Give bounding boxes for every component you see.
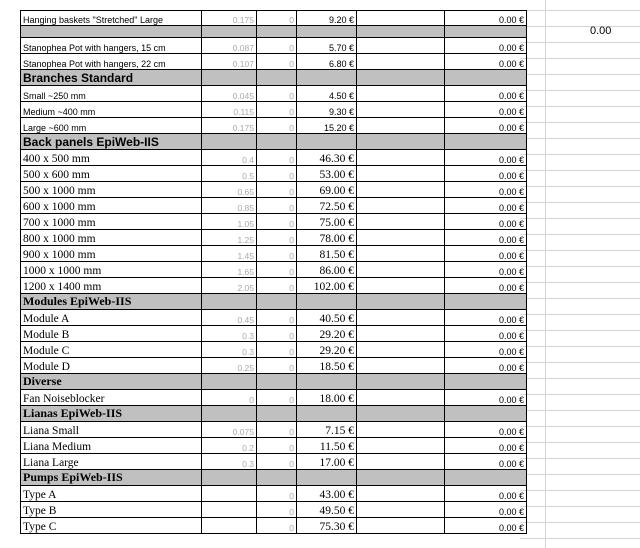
gridline xyxy=(520,314,640,315)
item-name-cell[interactable]: Type C xyxy=(20,518,202,534)
gridline xyxy=(520,122,640,123)
weight-cell[interactable]: 0.075 xyxy=(202,422,257,438)
quantity-cell[interactable]: 0 xyxy=(257,182,297,198)
total-cell[interactable] xyxy=(445,470,527,486)
weight-cell[interactable] xyxy=(202,406,257,422)
gridline xyxy=(520,106,640,107)
total-cell[interactable]: 0.00 € xyxy=(445,278,527,294)
price-cell[interactable] xyxy=(297,294,357,310)
weight-cell[interactable]: 0.175 xyxy=(202,11,257,26)
total-cell[interactable]: 0.00 € xyxy=(445,198,527,214)
total-cell[interactable]: 0.00 € xyxy=(445,166,527,182)
gridline xyxy=(520,202,640,203)
quantity-cell[interactable]: 0 xyxy=(257,150,297,166)
empty-cell[interactable] xyxy=(357,374,445,390)
quantity-cell[interactable]: 0 xyxy=(257,454,297,470)
item-name-cell[interactable]: 1000 x 1000 mm xyxy=(20,262,202,278)
total-cell[interactable]: 0.00 € xyxy=(445,246,527,262)
gridline xyxy=(520,282,640,283)
price-list-table xyxy=(20,10,527,534)
section-header-row xyxy=(20,406,527,422)
gridline xyxy=(520,10,640,11)
table-row xyxy=(20,342,527,358)
price-cell[interactable]: 7.15 € xyxy=(297,422,357,438)
total-cell[interactable]: 0.00 € xyxy=(445,86,527,102)
table-row xyxy=(20,390,527,406)
item-name-cell[interactable]: Module C xyxy=(20,342,202,358)
blank-separator-row xyxy=(20,26,527,38)
empty-cell[interactable] xyxy=(357,438,445,454)
weight-cell[interactable]: 0.5 xyxy=(202,166,257,182)
total-cell[interactable]: 0.00 € xyxy=(445,518,527,534)
gridline xyxy=(520,394,640,395)
item-name-cell[interactable]: Module A xyxy=(20,310,202,326)
empty-cell[interactable] xyxy=(357,310,445,326)
empty-cell[interactable] xyxy=(357,86,445,102)
empty-cell[interactable] xyxy=(357,70,445,86)
empty-cell[interactable] xyxy=(357,11,445,26)
weight-cell[interactable]: 0.107 xyxy=(202,54,257,70)
total-cell[interactable]: 0.00 € xyxy=(445,54,527,70)
table-row xyxy=(20,102,527,118)
price-cell[interactable]: 81.50 € xyxy=(297,246,357,262)
item-name-cell[interactable]: 500 x 600 mm xyxy=(20,166,202,182)
quantity-cell[interactable]: 0 xyxy=(257,214,297,230)
empty-cell[interactable] xyxy=(357,118,445,134)
table-row xyxy=(20,38,527,54)
empty-cell[interactable] xyxy=(357,486,445,502)
quantity-cell[interactable]: 0 xyxy=(257,358,297,374)
section-header-row xyxy=(20,374,527,390)
weight-cell[interactable] xyxy=(202,486,257,502)
empty-cell[interactable] xyxy=(357,182,445,198)
weight-cell[interactable]: 1.45 xyxy=(202,246,257,262)
empty-cell[interactable] xyxy=(357,26,445,38)
quantity-cell[interactable]: 0 xyxy=(257,278,297,294)
weight-cell[interactable] xyxy=(202,518,257,534)
total-cell[interactable]: 0.00 € xyxy=(445,310,527,326)
gridline xyxy=(520,266,640,267)
stray-total-cell[interactable]: 0.00 xyxy=(590,25,612,37)
total-cell[interactable]: 0.00 € xyxy=(445,326,527,342)
item-name-cell[interactable]: Pumps EpiWeb-IIS xyxy=(20,470,202,486)
gridline xyxy=(520,298,640,299)
table-row xyxy=(20,326,527,342)
quantity-cell[interactable] xyxy=(257,134,297,150)
quantity-cell[interactable] xyxy=(257,294,297,310)
total-cell[interactable]: 0.00 € xyxy=(445,214,527,230)
gridline xyxy=(520,138,640,139)
item-name-cell[interactable]: Lianas EpiWeb-IIS xyxy=(20,406,202,422)
quantity-cell[interactable]: 0 xyxy=(257,102,297,118)
item-name-cell[interactable]: Stanophea Pot with hangers, 22 cm xyxy=(20,54,202,70)
total-cell[interactable] xyxy=(445,374,527,390)
total-cell[interactable]: 0.00 € xyxy=(445,454,527,470)
gridline xyxy=(520,522,640,523)
weight-cell[interactable] xyxy=(202,134,257,150)
quantity-cell[interactable]: 0 xyxy=(257,310,297,326)
table-row xyxy=(20,278,527,294)
price-cell[interactable] xyxy=(297,374,357,390)
weight-cell[interactable] xyxy=(202,502,257,518)
quantity-cell[interactable]: 0 xyxy=(257,262,297,278)
total-cell[interactable]: 0.00 € xyxy=(445,342,527,358)
weight-cell[interactable] xyxy=(202,26,257,38)
total-cell[interactable]: 0.00 € xyxy=(445,230,527,246)
empty-cell[interactable] xyxy=(357,358,445,374)
weight-cell[interactable]: 0 xyxy=(202,390,257,406)
item-name-cell[interactable]: Small ~250 mm xyxy=(20,86,202,102)
empty-cell[interactable] xyxy=(357,54,445,70)
weight-cell[interactable]: 0.175 xyxy=(202,118,257,134)
price-cell[interactable]: 6.80 € xyxy=(297,54,357,70)
item-name-cell[interactable] xyxy=(20,26,202,38)
table-row xyxy=(20,486,527,502)
total-cell[interactable]: 0.00 € xyxy=(445,182,527,198)
empty-cell[interactable] xyxy=(357,518,445,534)
empty-cell[interactable] xyxy=(357,38,445,54)
total-cell[interactable]: 0.00 € xyxy=(445,422,527,438)
price-cell[interactable]: 9.20 € xyxy=(297,11,357,26)
gridline xyxy=(520,458,640,459)
weight-cell[interactable]: 0.2 xyxy=(202,438,257,454)
price-cell[interactable] xyxy=(297,26,357,38)
item-name-cell[interactable]: Medium ~400 mm xyxy=(20,102,202,118)
total-cell[interactable] xyxy=(445,406,527,422)
empty-cell[interactable] xyxy=(357,214,445,230)
quantity-cell[interactable]: 0 xyxy=(257,86,297,102)
quantity-cell[interactable] xyxy=(257,70,297,86)
table-row xyxy=(20,518,527,534)
empty-cell[interactable] xyxy=(357,230,445,246)
total-cell[interactable] xyxy=(445,294,527,310)
total-cell[interactable]: 0.00 € xyxy=(445,102,527,118)
gridline xyxy=(520,442,640,443)
item-name-cell[interactable]: Branches Standard xyxy=(20,70,202,86)
price-cell[interactable]: 5.70 € xyxy=(297,38,357,54)
weight-cell[interactable]: 0.25 xyxy=(202,358,257,374)
weight-cell[interactable] xyxy=(202,70,257,86)
weight-cell[interactable]: 0.3 xyxy=(202,326,257,342)
gridline xyxy=(520,170,640,171)
price-cell[interactable] xyxy=(297,70,357,86)
item-name-cell[interactable]: 1200 x 1400 mm xyxy=(20,278,202,294)
gridline xyxy=(520,506,640,507)
weight-cell[interactable]: 0.65 xyxy=(202,182,257,198)
gridline xyxy=(520,474,640,475)
item-name-cell[interactable]: 800 x 1000 mm xyxy=(20,230,202,246)
table-row xyxy=(20,214,527,230)
gridline xyxy=(520,378,640,379)
table-row xyxy=(20,166,527,182)
table-row xyxy=(20,10,527,26)
quantity-cell[interactable]: 0 xyxy=(257,166,297,182)
gridline xyxy=(520,330,640,331)
price-cell[interactable]: 86.00 € xyxy=(297,262,357,278)
price-cell[interactable]: 78.00 € xyxy=(297,230,357,246)
price-cell[interactable]: 75.00 € xyxy=(297,214,357,230)
gridline xyxy=(520,186,640,187)
gridline xyxy=(545,0,546,548)
total-cell[interactable]: 0.00 € xyxy=(445,150,527,166)
gridline xyxy=(520,426,640,427)
gridline xyxy=(520,218,640,219)
section-header-row xyxy=(20,134,527,150)
empty-cell[interactable] xyxy=(357,166,445,182)
item-name-cell[interactable]: Module D xyxy=(20,358,202,374)
weight-cell[interactable]: 0.087 xyxy=(202,38,257,54)
total-cell[interactable]: 0.00 € xyxy=(445,390,527,406)
item-name-cell[interactable]: Type A xyxy=(20,486,202,502)
quantity-cell[interactable]: 0 xyxy=(257,342,297,358)
item-name-cell[interactable]: Modules EpiWeb-IIS xyxy=(20,294,202,310)
item-name-cell[interactable]: 600 x 1000 mm xyxy=(20,198,202,214)
empty-cell[interactable] xyxy=(357,102,445,118)
item-name-cell[interactable]: Large ~600 mm xyxy=(20,118,202,134)
item-name-cell[interactable]: 900 x 1000 mm xyxy=(20,246,202,262)
quantity-cell[interactable]: 0 xyxy=(257,390,297,406)
empty-cell[interactable] xyxy=(357,134,445,150)
empty-cell[interactable] xyxy=(357,390,445,406)
table-row xyxy=(20,54,527,70)
total-cell[interactable]: 0.00 € xyxy=(445,262,527,278)
quantity-cell[interactable] xyxy=(257,470,297,486)
weight-cell[interactable] xyxy=(202,294,257,310)
item-name-cell[interactable]: 700 x 1000 mm xyxy=(20,214,202,230)
table-row xyxy=(20,454,527,470)
price-cell[interactable] xyxy=(297,470,357,486)
gridline xyxy=(520,410,640,411)
total-cell[interactable]: 0.00 € xyxy=(445,438,527,454)
price-cell[interactable]: 72.50 € xyxy=(297,198,357,214)
gridline xyxy=(520,234,640,235)
table-row xyxy=(20,422,527,438)
quantity-cell[interactable]: 0 xyxy=(257,486,297,502)
table-row xyxy=(20,246,527,262)
weight-cell[interactable]: 0.115 xyxy=(202,102,257,118)
empty-cell[interactable] xyxy=(357,150,445,166)
total-cell[interactable] xyxy=(445,134,527,150)
section-header-row xyxy=(20,294,527,310)
item-name-cell[interactable]: 500 x 1000 mm xyxy=(20,182,202,198)
empty-cell[interactable] xyxy=(357,470,445,486)
gridline xyxy=(520,538,640,539)
item-name-cell[interactable]: Module B xyxy=(20,326,202,342)
price-cell[interactable]: 4.50 € xyxy=(297,86,357,102)
item-name-cell[interactable]: Diverse xyxy=(20,374,202,390)
gridline xyxy=(520,250,640,251)
table-row xyxy=(20,118,527,134)
total-cell[interactable]: 0.00 € xyxy=(445,38,527,54)
item-name-cell[interactable]: Hanging baskets "Stretched" Large xyxy=(20,11,202,26)
price-cell[interactable]: 29.20 € xyxy=(297,342,357,358)
item-name-cell[interactable]: Fan Noiseblocker xyxy=(20,390,202,406)
empty-cell[interactable] xyxy=(357,422,445,438)
price-cell[interactable]: 69.00 € xyxy=(297,182,357,198)
gridline xyxy=(520,74,640,75)
table-row xyxy=(20,310,527,326)
price-cell[interactable] xyxy=(297,406,357,422)
price-cell[interactable]: 46.30 € xyxy=(297,150,357,166)
price-cell[interactable]: 9.30 € xyxy=(297,102,357,118)
table-row xyxy=(20,182,527,198)
gridline xyxy=(520,490,640,491)
weight-cell[interactable] xyxy=(202,374,257,390)
weight-cell[interactable]: 0.45 xyxy=(202,310,257,326)
item-name-cell[interactable]: Back panels EpiWeb-IIS xyxy=(20,134,202,150)
price-cell[interactable]: 17.00 € xyxy=(297,454,357,470)
quantity-cell[interactable]: 0 xyxy=(257,502,297,518)
gridline xyxy=(520,58,640,59)
gridline xyxy=(520,154,640,155)
quantity-cell[interactable]: 0 xyxy=(257,518,297,534)
quantity-cell[interactable] xyxy=(257,374,297,390)
total-cell[interactable]: 0.00 € xyxy=(445,502,527,518)
gridline xyxy=(520,26,640,27)
price-cell[interactable]: 40.50 € xyxy=(297,310,357,326)
item-name-cell[interactable]: Type B xyxy=(20,502,202,518)
table-row xyxy=(20,86,527,102)
quantity-cell[interactable]: 0 xyxy=(257,54,297,70)
price-cell[interactable]: 53.00 € xyxy=(297,166,357,182)
price-cell[interactable]: 15.20 € xyxy=(297,118,357,134)
gridline xyxy=(520,90,640,91)
total-cell[interactable] xyxy=(445,70,527,86)
item-name-cell[interactable]: Stanophea Pot with hangers, 15 cm xyxy=(20,38,202,54)
table-row xyxy=(20,150,527,166)
weight-cell[interactable] xyxy=(202,470,257,486)
table-row xyxy=(20,230,527,246)
quantity-cell[interactable]: 0 xyxy=(257,11,297,26)
item-name-cell[interactable]: 400 x 500 mm xyxy=(20,150,202,166)
price-cell[interactable]: 29.20 € xyxy=(297,326,357,342)
price-cell[interactable]: 18.00 € xyxy=(297,390,357,406)
quantity-cell[interactable]: 0 xyxy=(257,438,297,454)
table-row xyxy=(20,358,527,374)
item-name-cell[interactable]: Liana Small xyxy=(20,422,202,438)
table-row xyxy=(20,502,527,518)
empty-cell[interactable] xyxy=(357,246,445,262)
table-row xyxy=(20,438,527,454)
quantity-cell[interactable] xyxy=(257,26,297,38)
empty-cell[interactable] xyxy=(357,198,445,214)
total-cell[interactable]: 0.00 € xyxy=(445,486,527,502)
total-cell[interactable]: 0.00 € xyxy=(445,358,527,374)
price-cell[interactable] xyxy=(297,134,357,150)
table-row xyxy=(20,198,527,214)
empty-cell[interactable] xyxy=(357,406,445,422)
table-row xyxy=(20,262,527,278)
weight-cell[interactable]: 0.4 xyxy=(202,150,257,166)
quantity-cell[interactable]: 0 xyxy=(257,246,297,262)
quantity-cell[interactable]: 0 xyxy=(257,326,297,342)
empty-cell[interactable] xyxy=(357,326,445,342)
weight-cell[interactable]: 0.3 xyxy=(202,342,257,358)
price-cell[interactable]: 11.50 € xyxy=(297,438,357,454)
weight-cell[interactable]: 2.05 xyxy=(202,278,257,294)
empty-cell[interactable] xyxy=(357,454,445,470)
weight-cell[interactable]: 0.3 xyxy=(202,454,257,470)
section-header-row xyxy=(20,70,527,86)
empty-cell[interactable] xyxy=(357,502,445,518)
item-name-cell[interactable]: Liana Medium xyxy=(20,438,202,454)
gridline xyxy=(520,346,640,347)
price-cell[interactable]: 75.30 € xyxy=(297,518,357,534)
empty-cell[interactable] xyxy=(357,342,445,358)
quantity-cell[interactable]: 0 xyxy=(257,38,297,54)
quantity-cell[interactable]: 0 xyxy=(257,230,297,246)
weight-cell[interactable]: 0.045 xyxy=(202,86,257,102)
empty-cell[interactable] xyxy=(357,294,445,310)
total-cell[interactable]: 0.00 € xyxy=(445,118,527,134)
price-cell[interactable]: 18.50 € xyxy=(297,358,357,374)
weight-cell[interactable]: 0.85 xyxy=(202,198,257,214)
section-header-row xyxy=(20,470,527,486)
empty-cell[interactable] xyxy=(357,262,445,278)
weight-cell[interactable]: 1.05 xyxy=(202,214,257,230)
price-cell[interactable]: 102.00 € xyxy=(297,278,357,294)
quantity-cell[interactable]: 0 xyxy=(257,198,297,214)
gridline xyxy=(520,362,640,363)
price-cell[interactable]: 49.50 € xyxy=(297,502,357,518)
gridline xyxy=(520,42,640,43)
total-cell[interactable] xyxy=(445,26,527,38)
weight-cell[interactable]: 1.25 xyxy=(202,230,257,246)
item-name-cell[interactable]: Liana Large xyxy=(20,454,202,470)
total-cell[interactable]: 0.00 € xyxy=(445,11,527,26)
empty-cell[interactable] xyxy=(357,278,445,294)
weight-cell[interactable]: 1.65 xyxy=(202,262,257,278)
price-cell[interactable]: 43.00 € xyxy=(297,486,357,502)
quantity-cell[interactable] xyxy=(257,406,297,422)
quantity-cell[interactable]: 0 xyxy=(257,118,297,134)
quantity-cell[interactable]: 0 xyxy=(257,422,297,438)
